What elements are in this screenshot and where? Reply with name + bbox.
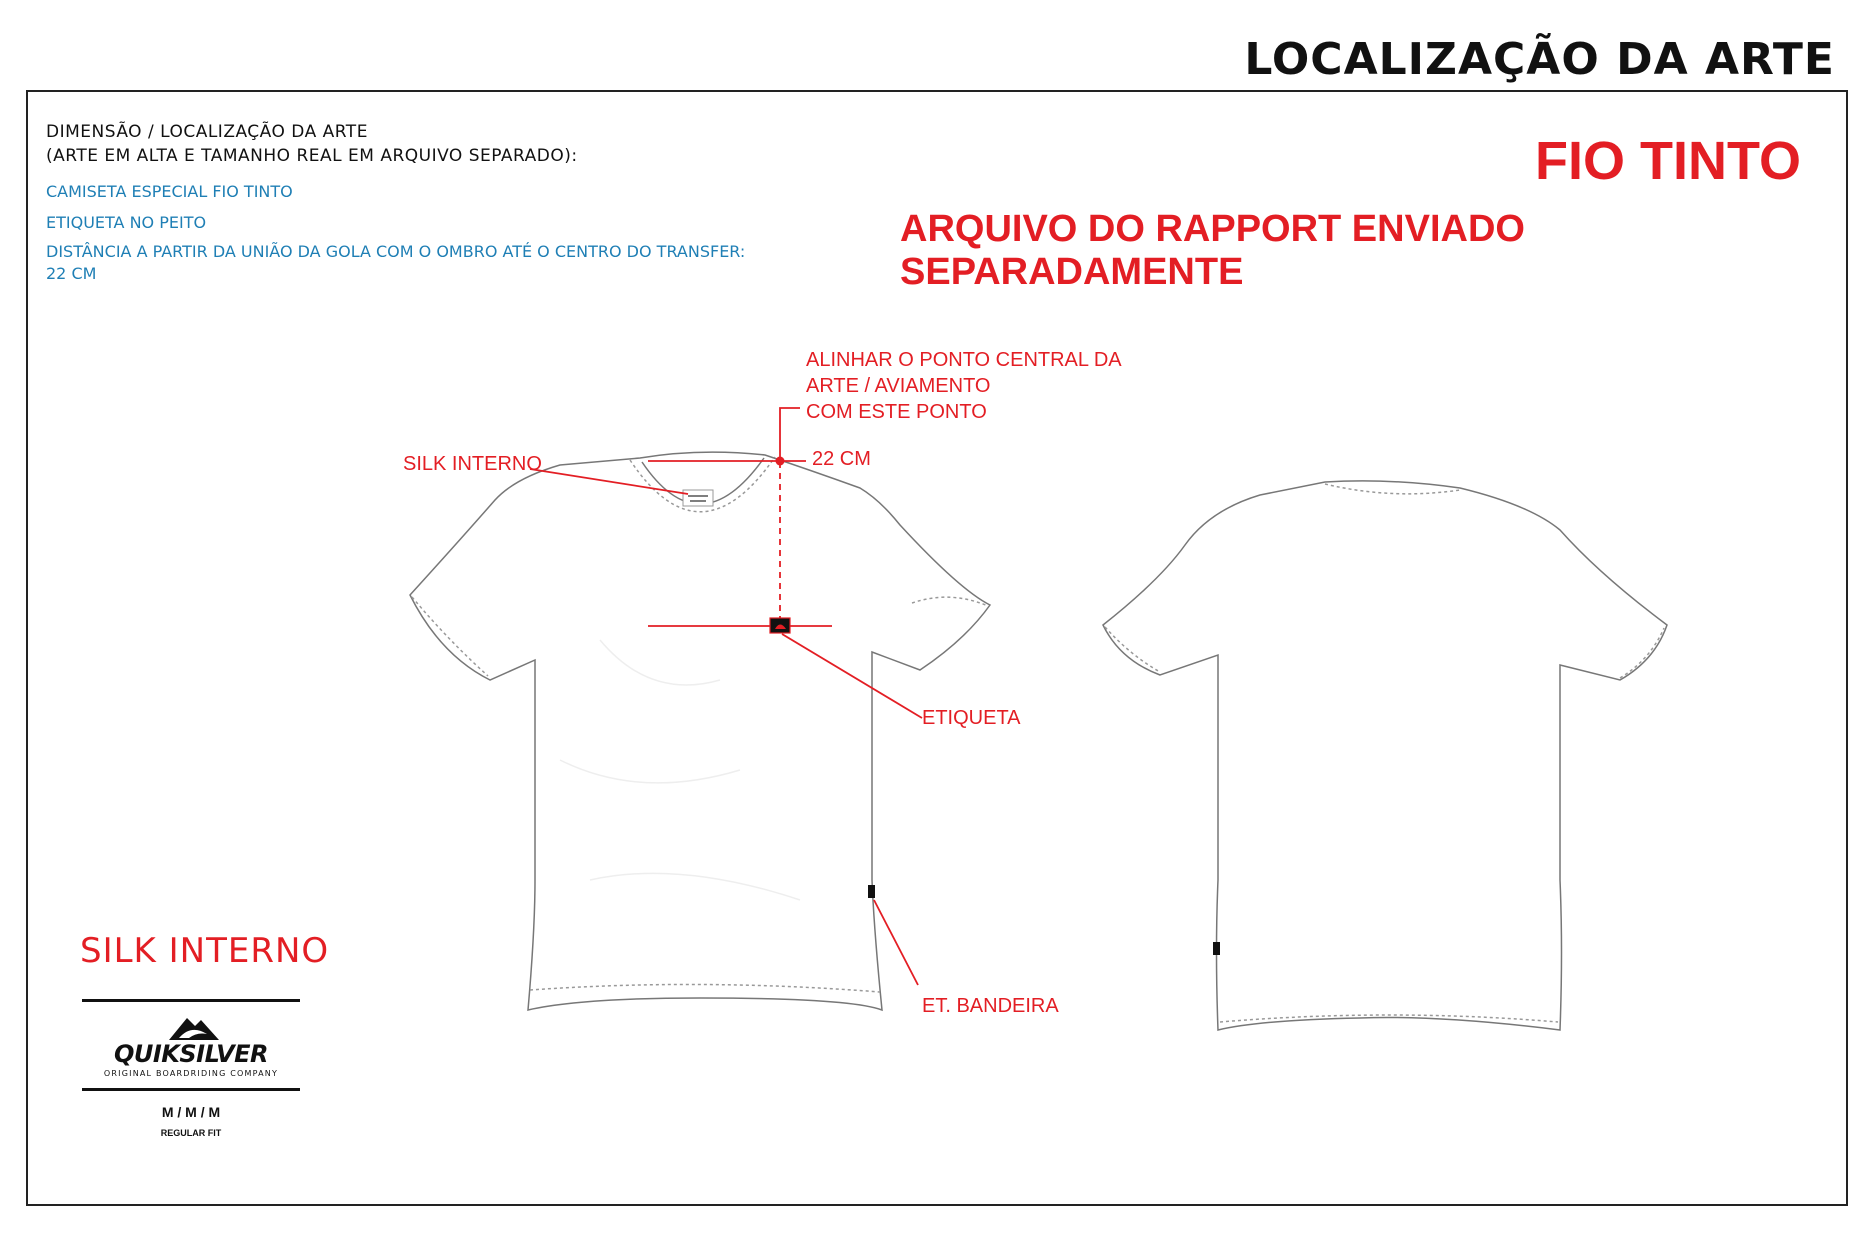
- label-size: M / M / M: [161, 1104, 221, 1120]
- tshirt-back: [1103, 481, 1667, 1030]
- spec-item-distance: DISTÂNCIA A PARTIR DA UNIÃO DA GOLA COM O OMBRO ATÉ O CENTRO DO TRANSFER:: [46, 242, 746, 261]
- flag-label-back: [1213, 942, 1220, 955]
- alignment-point: [776, 457, 785, 466]
- callout-etiqueta: ETIQUETA: [922, 707, 1021, 729]
- spec-heading-line1: DIMENSÃO / LOCALIZAÇÃO DA ARTE: [46, 122, 368, 142]
- spec-item-fabric: CAMISETA ESPECIAL FIO TINTO: [46, 182, 293, 201]
- spec-item-distance-value: 22 CM: [46, 264, 97, 283]
- page-title: LOCALIZAÇÃO DA ARTE: [1244, 34, 1835, 85]
- callout-silk-interno: SILK INTERNO: [403, 453, 542, 475]
- callout-distance: 22 CM: [812, 448, 871, 470]
- callout-align-line2: ARTE / AVIAMENTO: [806, 375, 991, 397]
- label-sample-title: SILK INTERNO: [80, 931, 330, 971]
- label-bottom-rule: [82, 1088, 300, 1091]
- brand-tagline: ORIGINAL BOARDRIDING COMPANY: [103, 1069, 279, 1078]
- brand-wordmark: QUIKSILVER: [113, 1040, 269, 1068]
- callout-et-bandeira: ET. BANDEIRA: [922, 995, 1059, 1017]
- callout-align-line1: ALINHAR O PONTO CENTRAL DA: [806, 349, 1122, 371]
- note-fio-tinto: FIO TINTO: [1535, 131, 1801, 191]
- spec-heading-line2: (ARTE EM ALTA E TAMANHO REAL EM ARQUIVO SEPARADO):: [46, 146, 578, 166]
- tshirt-front: [410, 452, 990, 1010]
- label-fit: REGULAR FIT: [160, 1128, 222, 1138]
- label-top-rule: [82, 999, 300, 1002]
- flag-label-front: [868, 885, 875, 898]
- note-rapport: ARQUIVO DO RAPPORT ENVIADO SEPARADAMENTE: [900, 208, 1525, 293]
- callout-align-line3: COM ESTE PONTO: [806, 401, 987, 423]
- spec-item-label-position: ETIQUETA NO PEITO: [46, 213, 207, 232]
- neck-silk-print: [683, 490, 713, 506]
